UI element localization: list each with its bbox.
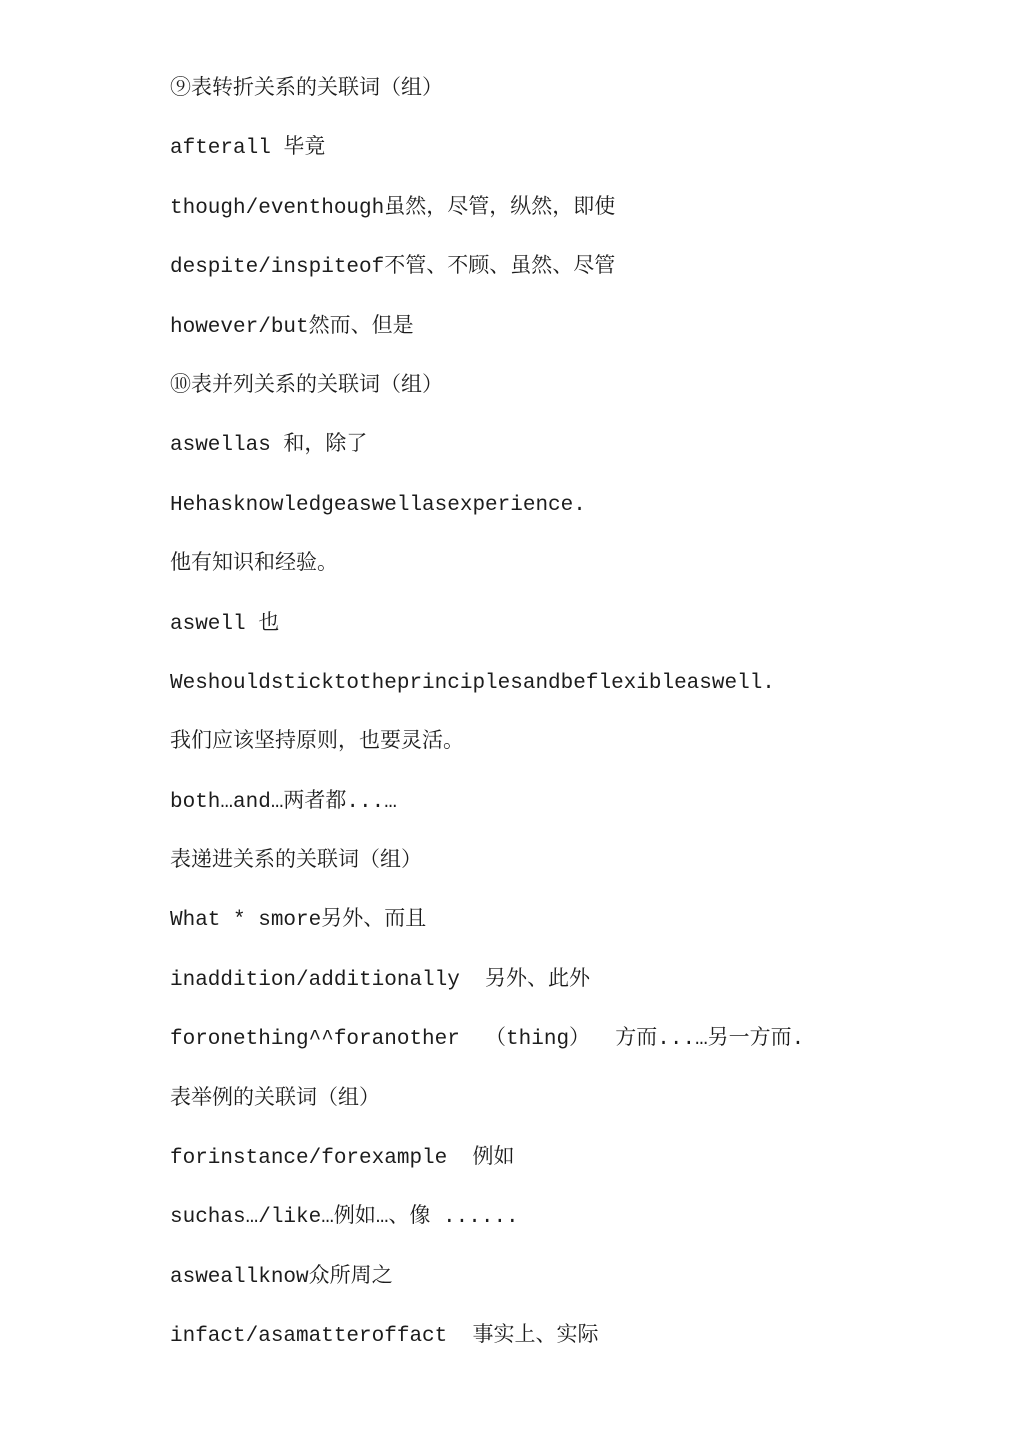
example-translation: 我们应该坚持原则，也要灵活。	[170, 731, 464, 755]
document-body	[170, 70, 930, 1377]
heading-coordinate-connectives: ⑩表并列关系的关联词（组）	[170, 374, 443, 398]
text-line: inaddition/additionally 另外、此外	[170, 968, 591, 992]
text-line: both…and…两者都...…	[170, 790, 397, 814]
example-translation: 他有知识和经验。	[170, 553, 338, 577]
text-line: though/eventhough虽然，尽管，纵然，即使	[170, 196, 616, 220]
example-sentence: Weshouldsticktotheprinciplesandbeflexibleaswell.	[170, 671, 775, 695]
text-line: aswellas 和，除了	[170, 434, 368, 458]
text-line: however/but然而、但是	[170, 315, 414, 339]
text-line: suchas…/like…例如…、像 ......	[170, 1206, 519, 1230]
text-line: What * smore另外、而且	[170, 909, 427, 933]
text-line: asweallknow众所周之	[170, 1265, 393, 1289]
text-line: despite/inspiteof不管、不顾、虽然、尽管	[170, 256, 616, 280]
example-sentence: Hehasknowledgeaswellasexperience.	[170, 493, 586, 517]
heading-example-connectives: 表举例的关联词（组）	[170, 1087, 380, 1111]
text-line: foronething^^foranother （thing） 方而...…另一方而.	[170, 1028, 805, 1052]
heading-adversative-connectives: ⑨表转折关系的关联词（组）	[170, 78, 443, 101]
text-line: afterall 毕竟	[170, 137, 326, 161]
text-line: aswell 也	[170, 612, 280, 636]
text-line: forinstance/forexample 例如	[170, 1147, 515, 1171]
text-line: infact/asamatteroffact 事实上、实际	[170, 1325, 599, 1349]
heading-progressive-connectives: 表递进关系的关联词（组）	[170, 850, 422, 874]
